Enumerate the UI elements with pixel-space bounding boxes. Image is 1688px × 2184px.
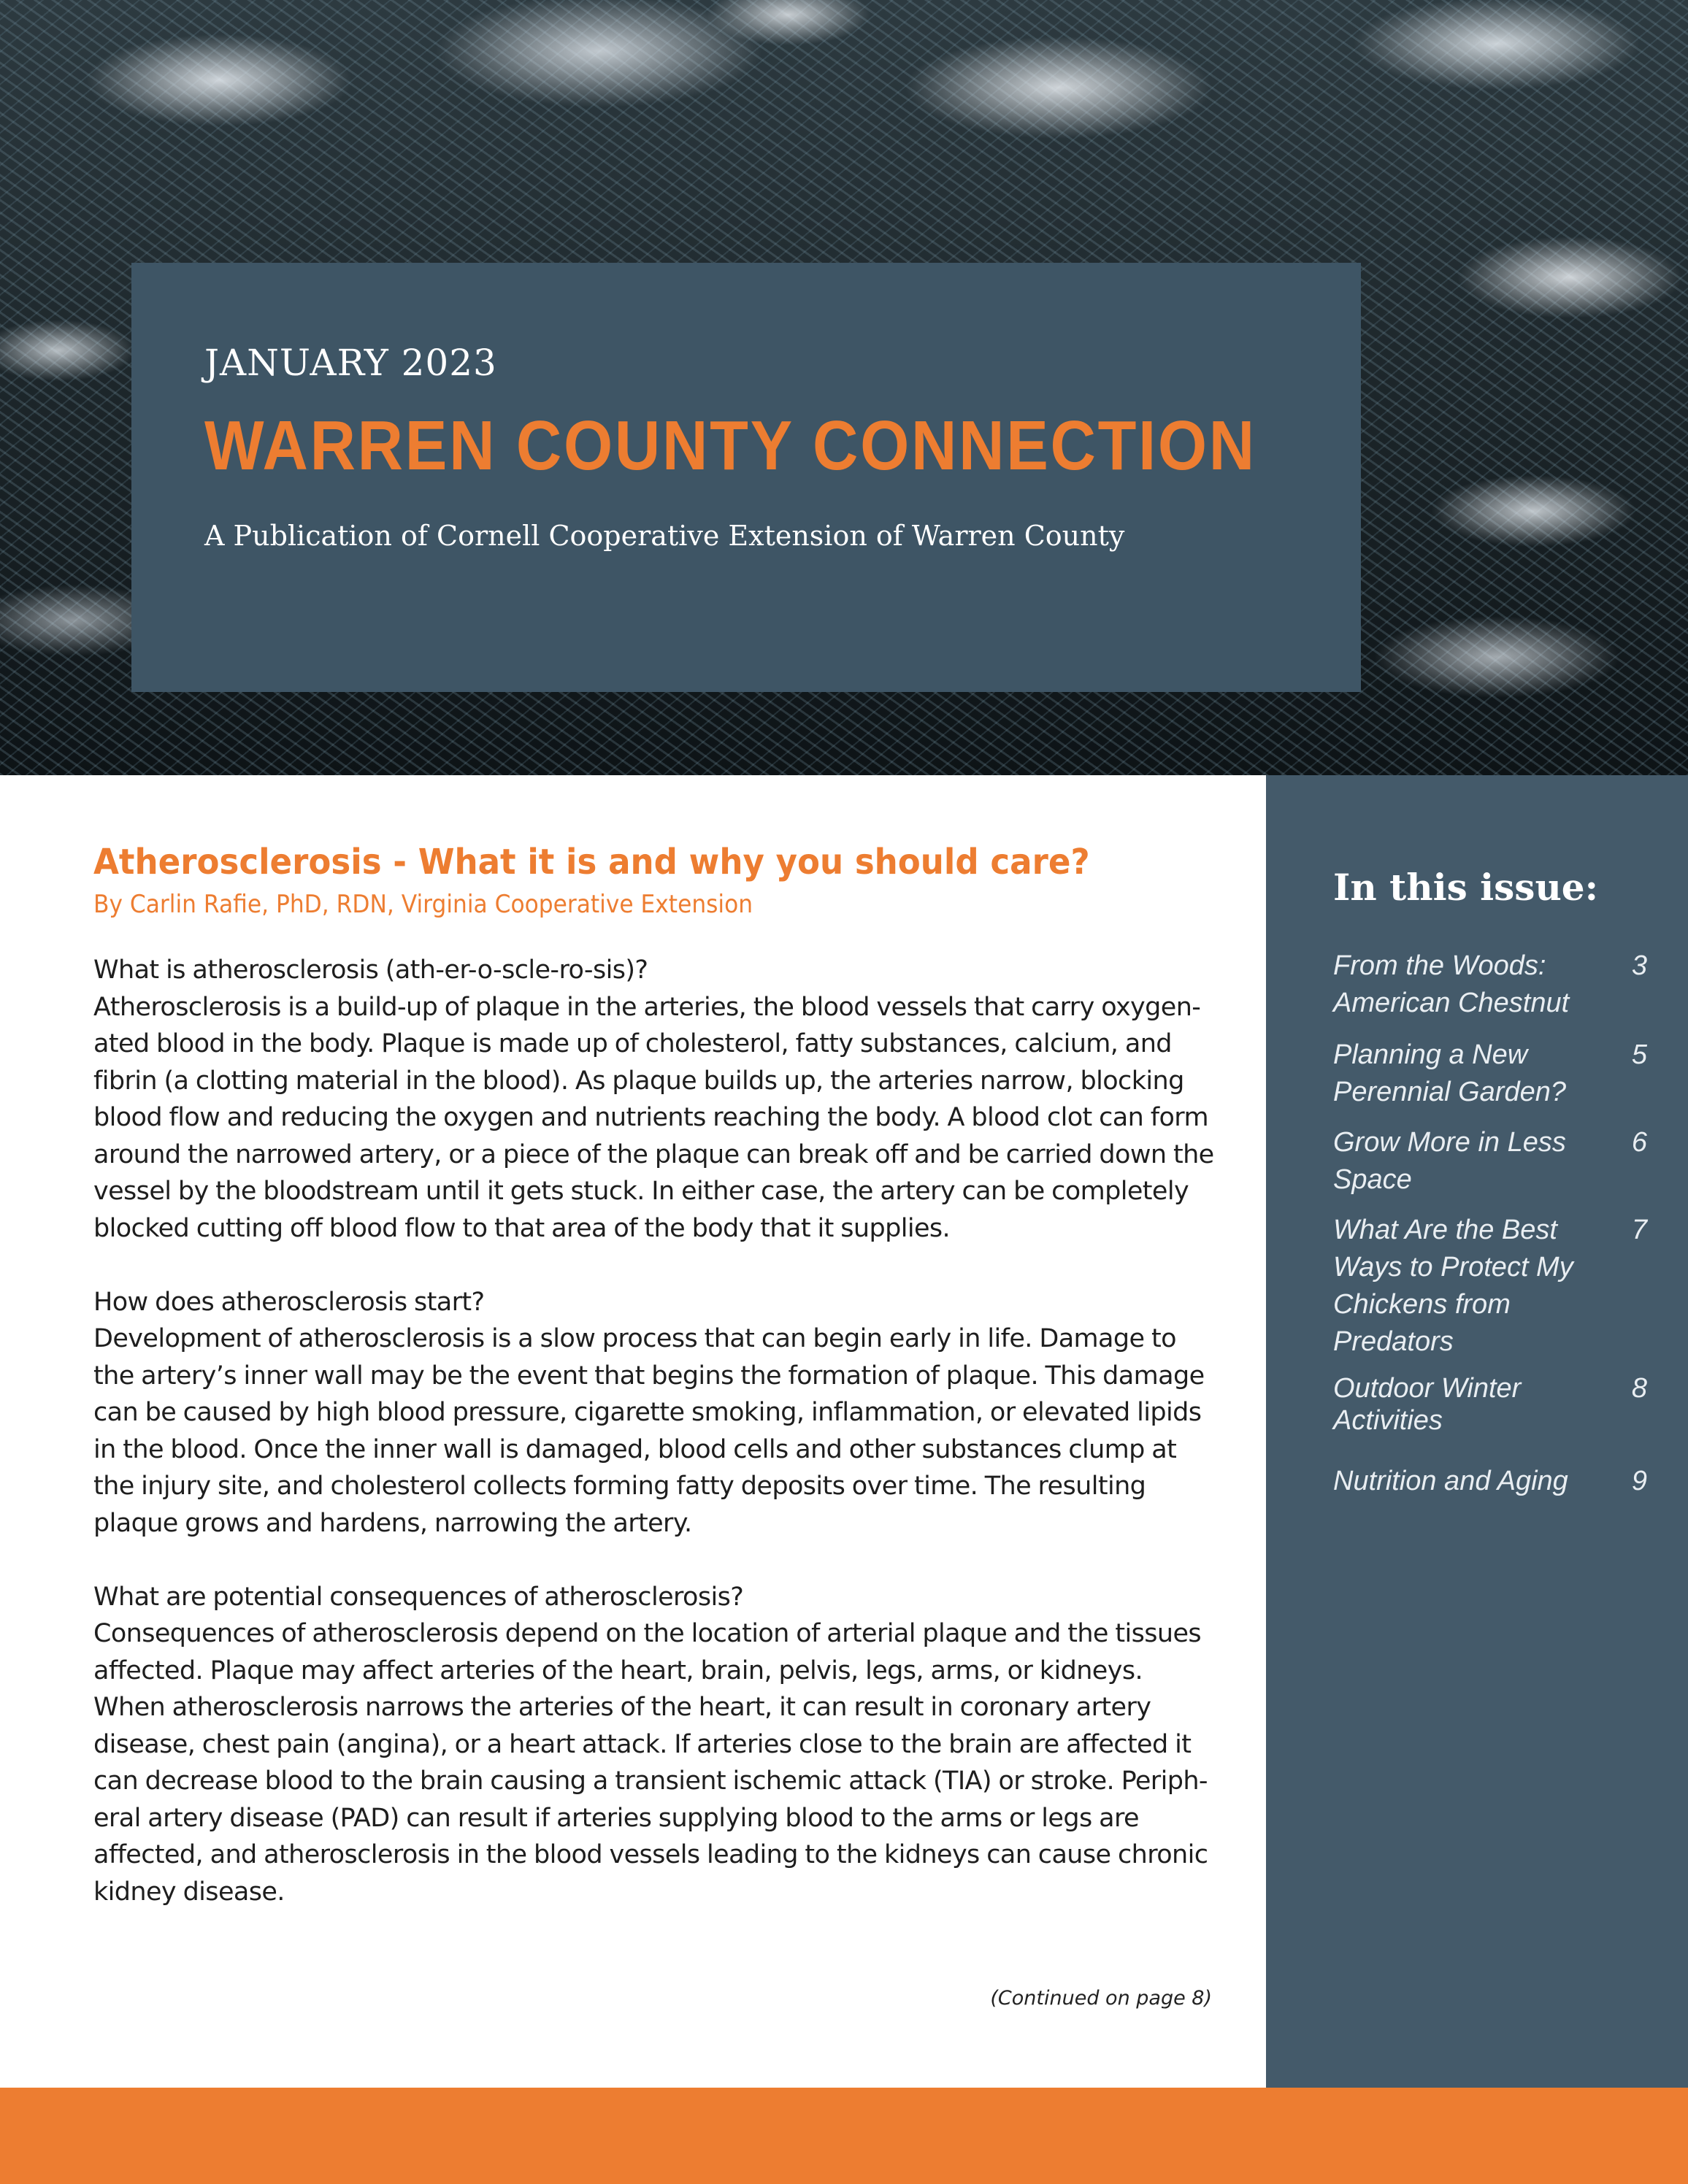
toc-item-page: 9 (1631, 1466, 1647, 1496)
toc-item-label: What Are the Best Ways to Protect My Chickens from Predators (1333, 1215, 1573, 1357)
toc-item[interactable] (1333, 1372, 1647, 1437)
publication-subtitle: A Publication of Cornell Cooperative Extension of Warren County (204, 520, 1125, 552)
header-photo (0, 0, 1688, 775)
toc-item-label: Outdoor Winter Activities (1333, 1373, 1522, 1436)
section-question: What are potential consequences of atherosclerosis? (93, 1582, 744, 1612)
toc-item-page: 3 (1631, 950, 1647, 981)
toc-item-label: From the Woods: American Chestnut (1333, 950, 1570, 1018)
title-panel (131, 263, 1361, 692)
toc-item[interactable] (1333, 947, 1647, 1022)
issue-date: JANUARY 2023 (204, 342, 497, 384)
toc-item-page: 6 (1631, 1127, 1647, 1158)
article (93, 838, 1215, 1947)
toc-item-label: Nutrition and Aging (1333, 1466, 1568, 1496)
section-question: What is atherosclerosis (ath-er-o-scle-ro-sis)? (93, 956, 648, 985)
in-this-issue-sidebar (1266, 775, 1688, 2088)
toc-item[interactable] (1333, 1463, 1647, 1500)
section-question: How does atherosclerosis start? (93, 1287, 485, 1317)
toc-item[interactable] (1333, 1124, 1647, 1199)
continued-note: (Continued on page 8) (990, 1987, 1212, 2010)
toc-item-page: 7 (1631, 1215, 1647, 1245)
toc-item-page: 5 (1631, 1039, 1647, 1070)
toc-item-page: 8 (1631, 1373, 1647, 1404)
toc-item-label: Grow More in Less Space (1333, 1127, 1566, 1195)
toc-item[interactable] (1333, 1212, 1647, 1361)
toc-item-label: Planning a New Perennial Garden? (1333, 1039, 1566, 1107)
article-body (93, 952, 1215, 1910)
sidebar-title: In this issue: (1333, 866, 1599, 909)
section-paragraph: Development of atherosclerosis is a slow process that can begin early in life. Damage to the artery’s inner wall may be the event that begins the formation of plaque. This damage can be caused by high blood pressure, cigarette smoking, inflammation, or elevated lipids in the blood. Once the inner wall is damaged, blood cells and other substances clump at the injury site, and cholesterol collects forming fatty deposits over time. The resulting plaque grows and hardens, narrowing the artery. (93, 1324, 1205, 1538)
toc-item[interactable] (1333, 1037, 1647, 1111)
section-paragraph: Atherosclerosis is a build-up of plaque in the arteries, the blood vessels that carry oxygen-ated blood in the body. Plaque is made up of cholesterol, fatty substances, calcium, and fibrin (a clotting material in the blood). As plaque builds up, the arteries narrow, blocking blood flow and reducing the oxygen and nutrients reaching the body. A blood clot can form around the narrowed artery, or a piece of the plaque can break off and be carried down the vessel by the bloodstream until it gets stuck. In either case, the artery can be completely blocked cutting off blood flow to that area of the body that it supplies. (93, 992, 1214, 1243)
article-byline: By Carlin Rafie, PhD, RDN, Virginia Cooperative Extension (93, 890, 753, 919)
section-paragraph: Consequences of atherosclerosis depend on the location of arterial plaque and the tissues affected. Plaque may affect arteries of the heart, brain, pelvis, legs, arms, or kidneys. When atherosclerosis narrows the arteries of the heart, it can result in coronary artery disease, chest pain (angina), or a heart attack. If arteries close to the brain are affected it can decrease blood to the brain causing a transient ischemic attack (TIA) or stroke. Periph-eral artery disease (PAD) can result if arteries supplying blood to the arms or legs are affected, and atherosclerosis in the blood vessels leading to the kidneys can cause chronic kidney disease. (93, 1619, 1208, 1907)
masthead-title: WARREN COUNTY CONNECTION (204, 407, 1257, 485)
footer-bar (0, 2088, 1688, 2184)
article-title: Atherosclerosis - What it is and why you should care? (93, 842, 1090, 883)
